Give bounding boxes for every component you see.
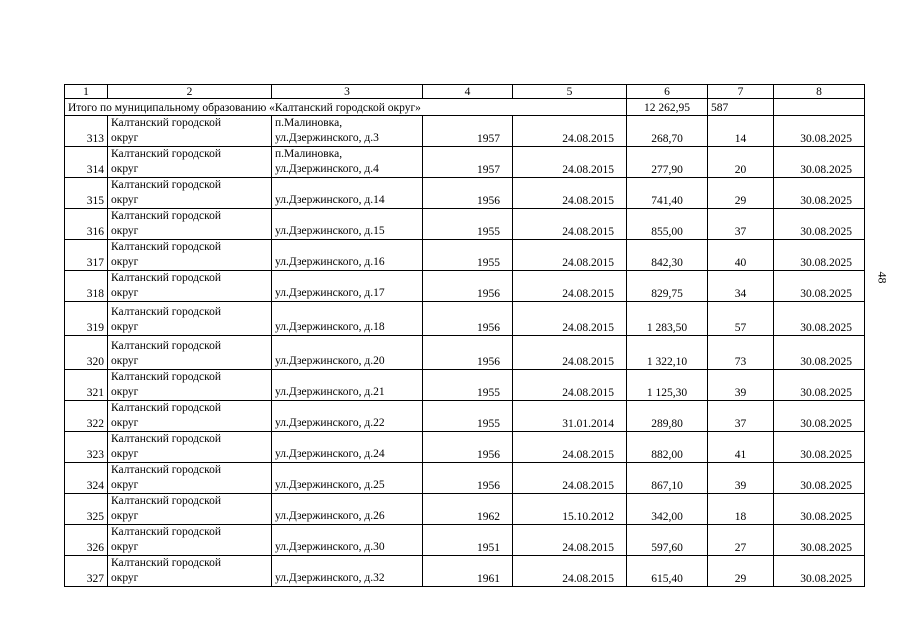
registry-table — [64, 84, 865, 587]
deadline-cell: 30.08.2025 — [774, 432, 865, 463]
district-cell — [108, 401, 272, 432]
year-cell: 1957 — [423, 147, 513, 178]
table-body — [65, 116, 865, 587]
district-line-1: Калтанский городской — [111, 464, 221, 476]
column-header-1: 1 — [65, 85, 108, 99]
deadline-cell: 30.08.2025 — [774, 463, 865, 494]
row-number-cell: 323 — [65, 432, 108, 463]
address-line-2: ул.Дзержинского, д.26 — [275, 510, 385, 522]
district-line-2: округ — [111, 355, 139, 367]
area-cell: 1 283,50 — [627, 302, 708, 336]
year-cell: 1956 — [423, 178, 513, 209]
deadline-cell: 30.08.2025 — [774, 370, 865, 401]
address-line-2: ул.Дзержинского, д.17 — [275, 287, 385, 299]
district-line-1: Калтанский городской — [111, 371, 221, 383]
table-row — [65, 240, 865, 271]
row-number-cell: 315 — [65, 178, 108, 209]
address-line-2: ул.Дзержинского, д.14 — [275, 194, 385, 206]
address-line-2: ул.Дзержинского, д.15 — [275, 225, 385, 237]
residents-cell: 37 — [708, 209, 774, 240]
year-cell: 1955 — [423, 401, 513, 432]
area-cell: 1 322,10 — [627, 336, 708, 370]
area-cell: 741,40 — [627, 178, 708, 209]
residents-cell: 29 — [708, 556, 774, 587]
year-cell: 1956 — [423, 336, 513, 370]
column-header-5: 5 — [513, 85, 627, 99]
address-line-1 — [275, 272, 419, 286]
table-row — [65, 494, 865, 525]
table-row — [65, 116, 865, 147]
district-line-2: округ — [111, 321, 139, 333]
address-cell — [272, 370, 423, 401]
deadline-cell: 30.08.2025 — [774, 556, 865, 587]
address-line-1 — [275, 433, 419, 447]
table-row — [65, 401, 865, 432]
row-number-cell: 326 — [65, 525, 108, 556]
district-cell — [108, 240, 272, 271]
district-line-2: округ — [111, 256, 139, 268]
table-row — [65, 302, 865, 336]
row-number-cell: 320 — [65, 336, 108, 370]
address-line-1 — [275, 495, 419, 509]
residents-cell: 20 — [708, 147, 774, 178]
year-cell: 1955 — [423, 209, 513, 240]
date-cell: 24.08.2015 — [513, 147, 627, 178]
address-cell — [272, 116, 423, 147]
column-header-2: 2 — [108, 85, 272, 99]
district-line-1: Калтанский городской — [111, 241, 221, 253]
address-line-1 — [275, 402, 419, 416]
column-header-3: 3 — [272, 85, 423, 99]
residents-cell: 40 — [708, 240, 774, 271]
district-line-2: округ — [111, 479, 139, 491]
district-line-2: округ — [111, 194, 139, 206]
area-cell: 829,75 — [627, 271, 708, 302]
area-cell: 342,00 — [627, 494, 708, 525]
address-line-1 — [275, 340, 419, 354]
district-cell — [108, 147, 272, 178]
address-cell — [272, 525, 423, 556]
area-cell: 597,60 — [627, 525, 708, 556]
deadline-cell: 30.08.2025 — [774, 401, 865, 432]
district-line-1: Калтанский городской — [111, 340, 221, 352]
district-line-1: Калтанский городской — [111, 557, 221, 569]
district-line-1: Калтанский городской — [111, 148, 221, 160]
address-cell — [272, 432, 423, 463]
year-cell: 1956 — [423, 432, 513, 463]
deadline-cell: 30.08.2025 — [774, 336, 865, 370]
row-number-cell: 322 — [65, 401, 108, 432]
residents-cell: 34 — [708, 271, 774, 302]
district-line-1: Калтанский городской — [111, 117, 221, 129]
table-row — [65, 178, 865, 209]
date-cell: 24.08.2015 — [513, 525, 627, 556]
residents-cell: 39 — [708, 463, 774, 494]
address-cell — [272, 271, 423, 302]
row-number-cell: 313 — [65, 116, 108, 147]
deadline-cell: 30.08.2025 — [774, 178, 865, 209]
district-cell — [108, 302, 272, 336]
residents-cell: 73 — [708, 336, 774, 370]
year-cell: 1955 — [423, 370, 513, 401]
residents-cell: 29 — [708, 178, 774, 209]
year-cell: 1961 — [423, 556, 513, 587]
address-line-1 — [275, 241, 419, 255]
address-line-2: ул.Дзержинского, д.18 — [275, 321, 385, 333]
district-line-1: Калтанский городской — [111, 179, 221, 191]
district-line-2: округ — [111, 386, 139, 398]
district-line-2: округ — [111, 448, 139, 460]
district-cell — [108, 370, 272, 401]
residents-cell: 37 — [708, 401, 774, 432]
address-line-2: ул.Дзержинского, д.24 — [275, 448, 385, 460]
address-line-2: ул.Дзержинского, д.16 — [275, 256, 385, 268]
page-number: 48 — [875, 271, 890, 284]
date-cell: 24.08.2015 — [513, 432, 627, 463]
district-line-1: Калтанский городской — [111, 210, 221, 222]
year-cell: 1956 — [423, 271, 513, 302]
total-area: 12 262,95 — [627, 99, 708, 116]
deadline-cell: 30.08.2025 — [774, 302, 865, 336]
residents-cell: 18 — [708, 494, 774, 525]
address-line-1: п.Малиновка, — [275, 148, 343, 160]
row-number-cell: 317 — [65, 240, 108, 271]
address-line-2: ул.Дзержинского, д.25 — [275, 479, 385, 491]
row-number-cell: 324 — [65, 463, 108, 494]
address-line-2: ул.Дзержинского, д.3 — [275, 132, 379, 144]
district-line-2: округ — [111, 287, 139, 299]
district-cell — [108, 525, 272, 556]
district-line-2: округ — [111, 225, 139, 237]
area-cell: 615,40 — [627, 556, 708, 587]
date-cell: 24.08.2015 — [513, 209, 627, 240]
table-row — [65, 556, 865, 587]
deadline-cell: 30.08.2025 — [774, 271, 865, 302]
district-cell — [108, 336, 272, 370]
total-col8 — [774, 99, 865, 116]
address-line-1 — [275, 210, 419, 224]
address-cell — [272, 401, 423, 432]
address-line-1 — [275, 179, 419, 193]
deadline-cell: 30.08.2025 — [774, 525, 865, 556]
address-cell — [272, 147, 423, 178]
date-cell: 24.08.2015 — [513, 116, 627, 147]
district-line-1: Калтанский городской — [111, 495, 221, 507]
deadline-cell: 30.08.2025 — [774, 240, 865, 271]
deadline-cell: 30.08.2025 — [774, 209, 865, 240]
area-cell: 268,70 — [627, 116, 708, 147]
district-cell — [108, 178, 272, 209]
district-line-1: Калтанский городской — [111, 433, 221, 445]
table-row — [65, 432, 865, 463]
column-header-8: 8 — [774, 85, 865, 99]
area-cell: 289,80 — [627, 401, 708, 432]
address-cell — [272, 463, 423, 494]
date-cell: 24.08.2015 — [513, 336, 627, 370]
table-row — [65, 525, 865, 556]
district-line-2: округ — [111, 541, 139, 553]
year-cell: 1951 — [423, 525, 513, 556]
date-cell: 24.08.2015 — [513, 178, 627, 209]
table-row — [65, 147, 865, 178]
table-row — [65, 271, 865, 302]
table-row — [65, 209, 865, 240]
table-row — [65, 336, 865, 370]
total-label: Итого по муниципальному образованию «Калтанский городской округ» — [65, 99, 627, 116]
district-cell — [108, 494, 272, 525]
total-residents: 587 — [708, 99, 774, 116]
district-cell — [108, 432, 272, 463]
year-cell: 1955 — [423, 240, 513, 271]
table-row — [65, 463, 865, 494]
district-line-1: Калтанский городской — [111, 306, 221, 318]
address-cell — [272, 178, 423, 209]
area-cell: 882,00 — [627, 432, 708, 463]
area-cell: 277,90 — [627, 147, 708, 178]
row-number-cell: 316 — [65, 209, 108, 240]
address-cell — [272, 302, 423, 336]
address-line-2: ул.Дзержинского, д.21 — [275, 386, 385, 398]
date-cell: 24.08.2015 — [513, 302, 627, 336]
address-cell — [272, 240, 423, 271]
district-cell — [108, 463, 272, 494]
address-cell — [272, 209, 423, 240]
address-line-2: ул.Дзержинского, д.30 — [275, 541, 385, 553]
date-cell: 24.08.2015 — [513, 271, 627, 302]
district-line-1: Калтанский городской — [111, 402, 221, 414]
address-line-2: ул.Дзержинского, д.22 — [275, 417, 385, 429]
address-line-1: п.Малиновка, — [275, 117, 343, 129]
year-cell: 1956 — [423, 463, 513, 494]
residents-cell: 41 — [708, 432, 774, 463]
total-row — [65, 99, 865, 116]
residents-cell: 14 — [708, 116, 774, 147]
row-number-cell: 327 — [65, 556, 108, 587]
row-number-cell: 314 — [65, 147, 108, 178]
district-line-1: Калтанский городской — [111, 272, 221, 284]
deadline-cell: 30.08.2025 — [774, 147, 865, 178]
row-number-cell: 321 — [65, 370, 108, 401]
year-cell: 1962 — [423, 494, 513, 525]
column-header-7: 7 — [708, 85, 774, 99]
deadline-cell: 30.08.2025 — [774, 494, 865, 525]
address-cell — [272, 336, 423, 370]
address-line-2: ул.Дзержинского, д.32 — [275, 572, 385, 584]
row-number-cell: 325 — [65, 494, 108, 525]
district-line-2: округ — [111, 163, 139, 175]
residents-cell: 27 — [708, 525, 774, 556]
address-line-1 — [275, 464, 419, 478]
residents-cell: 39 — [708, 370, 774, 401]
year-cell: 1957 — [423, 116, 513, 147]
deadline-cell: 30.08.2025 — [774, 116, 865, 147]
date-cell: 24.08.2015 — [513, 463, 627, 494]
district-line-2: округ — [111, 510, 139, 522]
residents-cell: 57 — [708, 302, 774, 336]
district-cell — [108, 556, 272, 587]
district-line-1: Калтанский городской — [111, 526, 221, 538]
column-header-4: 4 — [423, 85, 513, 99]
address-cell — [272, 494, 423, 525]
date-cell: 15.10.2012 — [513, 494, 627, 525]
address-line-1 — [275, 371, 419, 385]
column-header-6: 6 — [627, 85, 708, 99]
column-number-row — [65, 85, 865, 99]
address-line-2: ул.Дзержинского, д.20 — [275, 355, 385, 367]
district-cell — [108, 116, 272, 147]
area-cell: 855,00 — [627, 209, 708, 240]
district-line-2: округ — [111, 417, 139, 429]
district-cell — [108, 209, 272, 240]
table-row — [65, 370, 865, 401]
row-number-cell: 318 — [65, 271, 108, 302]
row-number-cell: 319 — [65, 302, 108, 336]
date-cell: 24.08.2015 — [513, 370, 627, 401]
district-line-2: округ — [111, 132, 139, 144]
area-cell: 842,30 — [627, 240, 708, 271]
date-cell: 24.08.2015 — [513, 556, 627, 587]
date-cell: 31.01.2014 — [513, 401, 627, 432]
address-line-2: ул.Дзержинского, д.4 — [275, 163, 379, 175]
area-cell: 867,10 — [627, 463, 708, 494]
year-cell: 1956 — [423, 302, 513, 336]
district-line-2: округ — [111, 572, 139, 584]
area-cell: 1 125,30 — [627, 370, 708, 401]
district-cell — [108, 271, 272, 302]
date-cell: 24.08.2015 — [513, 240, 627, 271]
address-line-1 — [275, 526, 419, 540]
address-line-1 — [275, 557, 419, 571]
address-line-1 — [275, 306, 419, 320]
address-cell — [272, 556, 423, 587]
